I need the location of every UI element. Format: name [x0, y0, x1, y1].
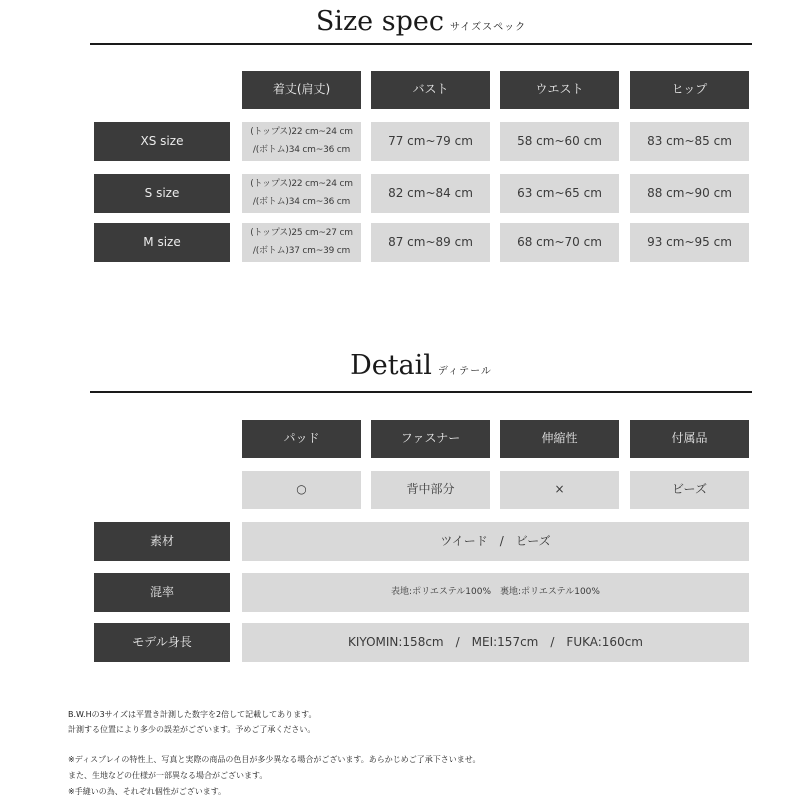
label-model-height: モデル身長: [94, 623, 230, 662]
header-waist: ウエスト: [500, 71, 619, 109]
header-length: 着丈(肩丈): [242, 71, 361, 109]
header-accessories: 付属品: [630, 420, 749, 458]
note-line: B.W.Hの3サイズは平置き計測した数字を2倍して記載してあります。: [68, 710, 317, 719]
value-stretch: ×: [500, 471, 619, 509]
header-bust: バスト: [371, 71, 490, 109]
bust-cell-s: 82 cm~84 cm: [371, 174, 490, 213]
length-top-s: (トップス)22 cm~24 cm: [250, 179, 353, 190]
bust-cell-xs: 77 cm~79 cm: [371, 122, 490, 161]
waist-cell-m: 68 cm~70 cm: [500, 223, 619, 262]
header-pad: パッド: [242, 420, 361, 458]
hip-cell-m: 93 cm~95 cm: [630, 223, 749, 262]
length-top-m: (トップス)25 cm~27 cm: [250, 228, 353, 239]
value-material: ツイード / ビーズ: [242, 522, 749, 561]
length-bottom-xs: /(ボトム)34 cm~36 cm: [252, 144, 351, 155]
header-zipper: ファスナー: [371, 420, 490, 458]
size-label-s: S size: [94, 174, 230, 213]
waist-cell-xs: 58 cm~60 cm: [500, 122, 619, 161]
value-pad: ○: [242, 471, 361, 509]
length-bottom-m: /(ボトム)37 cm~39 cm: [252, 245, 351, 256]
waist-cell-s: 63 cm~65 cm: [500, 174, 619, 213]
header-hip: ヒップ: [630, 71, 749, 109]
value-accessories: ビーズ: [630, 471, 749, 509]
detail-subtitle: ディテール: [437, 366, 492, 377]
size-spec-subtitle: サイズスペック: [449, 22, 527, 33]
note-line: また、生地などの仕様が一部異なる場合がございます。: [68, 771, 268, 780]
detail-title: Detail: [350, 350, 432, 381]
note-line: ※手縫いの為、それぞれ個性がございます。: [68, 787, 227, 796]
header-stretch: 伸縮性: [500, 420, 619, 458]
size-spec-title: Size spec: [315, 6, 444, 37]
label-material: 素材: [94, 522, 230, 561]
note-line: ※ディスプレイの特性上、写真と実際の商品の色目が多少異なる場合がございます。あらかじめご了承下さいませ。: [68, 755, 481, 764]
value-composition: 表地:ポリエステル100% 裏地:ポリエステル100%: [242, 573, 749, 612]
hip-cell-xs: 83 cm~85 cm: [630, 122, 749, 161]
bust-cell-m: 87 cm~89 cm: [371, 223, 490, 262]
size-label-xs: XS size: [94, 122, 230, 161]
length-bottom-s: /(ボトム)34 cm~36 cm: [252, 196, 351, 207]
notes: [68, 0, 768, 800]
label-composition: 混率: [94, 573, 230, 612]
value-zipper: 背中部分: [371, 471, 490, 509]
length-top-xs: (トップス)22 cm~24 cm: [250, 127, 353, 138]
size-label-m: M size: [94, 223, 230, 262]
note-line: 計測する位置により多少の誤差がございます。予めご了承ください。: [68, 725, 316, 734]
hip-cell-s: 88 cm~90 cm: [630, 174, 749, 213]
value-model-height: KIYOMIN:158cm / MEI:157cm / FUKA:160cm: [242, 623, 749, 662]
